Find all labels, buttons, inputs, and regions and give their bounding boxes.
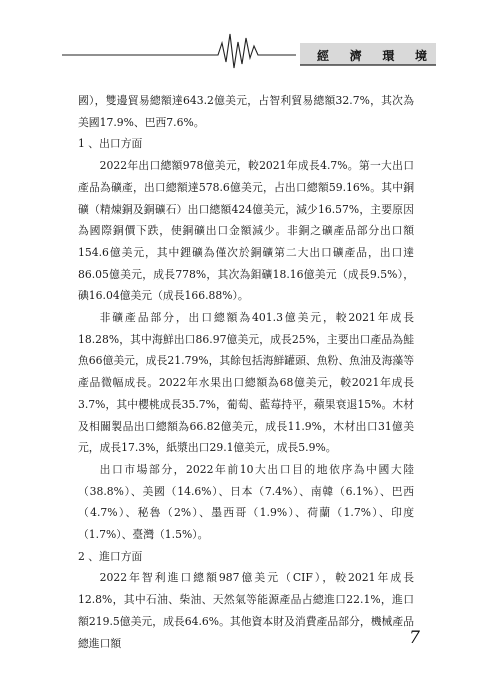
body-paragraph: 國），雙邊貿易總額達643.2億美元，占智利貿易總額32.7%，其次為美國17.9%、巴西7.6%。: [78, 94, 414, 129]
running-header: [0, 0, 480, 75]
header-char: 境: [414, 48, 427, 63]
section-heading-exports: 1 、出口方面: [78, 137, 143, 151]
page-number: 7: [409, 628, 420, 648]
body-paragraph: 非礦產品部分，出口總額為401.3億美元，較2021年成長18.28%，其中海鮮出口86.97億美元，成長25%，主要出口產品為鮭魚66億美元，成長21.79%，其餘包括海鮮罐頭、魚粉、魚油及海藻等產品微幅成長。2022年水果出口總額為68億美元，較2021年成長3.7%，其中櫻桃成長35.7%，葡萄、藍莓持平，蘋果衰退15%。木材及相關製品出口總額為66.82億美元，成長11.9%，木材出口31億美元，成長17.3%，紙漿出口29.1億美元，成長5.9%。: [78, 311, 414, 455]
document-body: [78, 90, 414, 654]
body-paragraph: 2022年出口總額978億美元，較2021年成長4.7%。第一大出口產品為礦產，出口總額達578.6億美元，占出口總額59.16%。其中銅礦（精煉銅及銅礦石）出口總額424億美元，減少16.57%，主要原因為國際銅價下跌，使銅礦出口金額減少。非銅之礦產品部分出口額154.6億美元，其中鋰礦為僅次於銅礦第二大出口礦產品，出口達86.05億美元，成長778%，其次為鉬礦18.16億美元（成長9.5%），碘16.04億美元（成長166.88%）。: [78, 159, 414, 303]
header-title: [317, 44, 427, 66]
body-paragraph: 出口市場部分，2022年前10大出口目的地依序為中國大陸（38.8%）、美國（14.6%）、日本（7.4%）、南韓（6.1%）、巴西（4.7%）、秘魯（2%）、墨西哥（1.9%）、荷蘭（1.7%）、印度（1.7%）、臺灣（1.5%）。: [78, 462, 414, 542]
header-char: 經: [317, 48, 330, 63]
header-char: 濟: [349, 48, 362, 63]
section-heading-imports: 2 、進口方面: [78, 549, 143, 563]
header-char: 環: [382, 48, 395, 63]
body-paragraph: 2022年智利進口總額987億美元（CIF），較2021年成長12.8%，其中石油、柴油、天然氣等能源產品占總進口22.1%，進口額219.5億美元，成長64.6%。其他資本財及消費產品部分，機械產品總進口額: [78, 571, 414, 650]
